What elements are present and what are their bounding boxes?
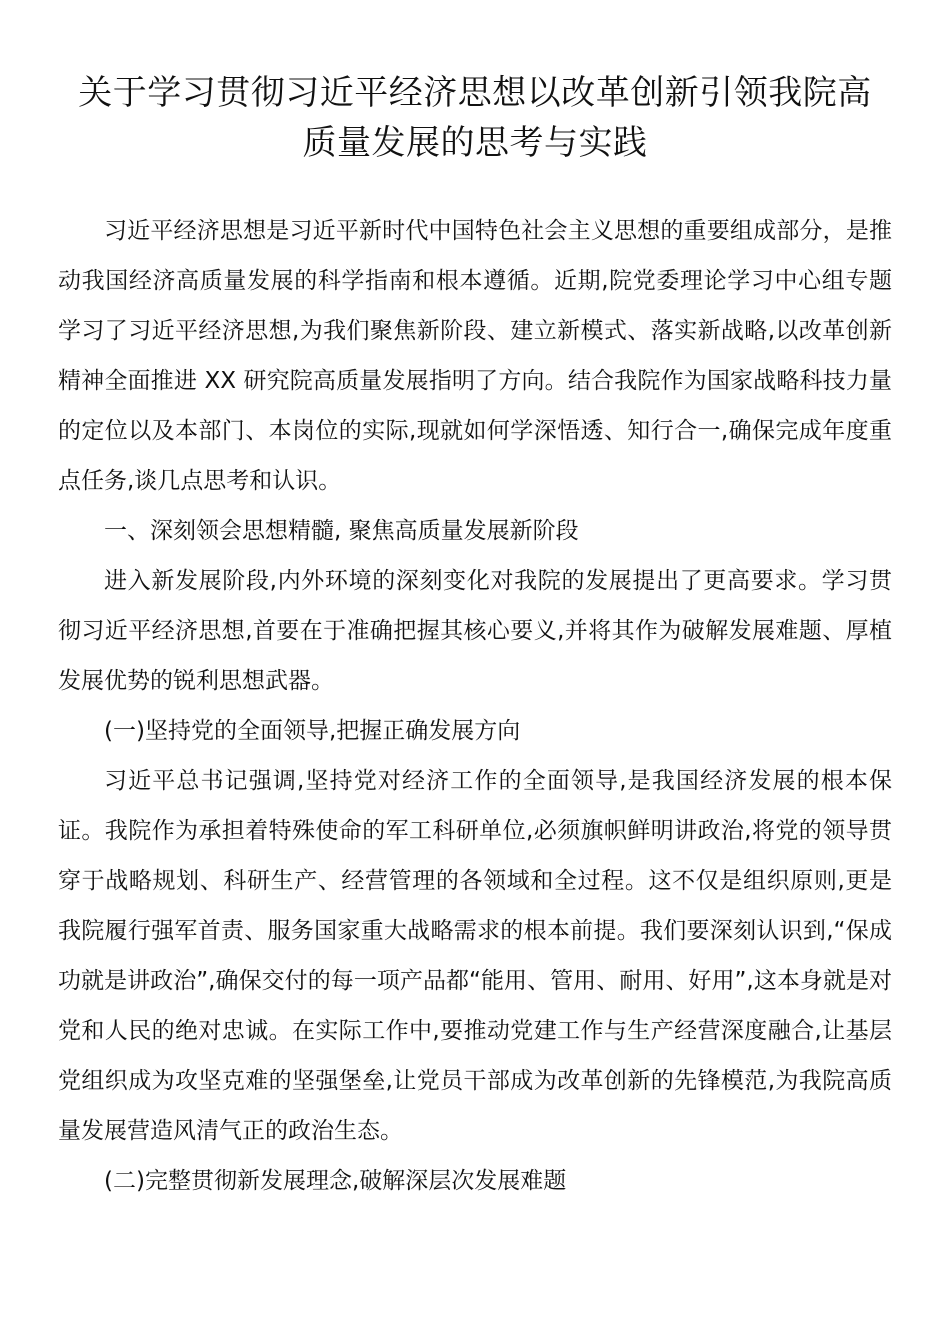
intro-paragraph: 习近平经济思想是习近平新时代中国特色社会主义思想的重要组成部分，是推动我国经济高质量发展的科学指南和根本遵循。近期,院党委理论学习中心组专题学习了习近平经济思想,为我们聚焦新阶段、建立新模式、落实新战略,以改革创新精神全面推进 XX 研究院高质量发展指明了方向。结合我院作为国家战略科技力量的定位以及本部门、本岗位的实际,现就如何学深悟透、知行合一,确保完成年度重点任务,谈几点思考和认识。 [58, 218, 892, 494]
subsection-heading-2: (二)完整贯彻新发展理念,破解深层次发展难题 [104, 1168, 567, 1194]
document-title [58, 68, 892, 168]
title-line-2: 质量发展的思考与实践 [302, 123, 648, 163]
subsection-1-paragraph: 习近平总书记强调,坚持党对经济工作的全面领导,是我国经济发展的根本保证。我院作为承担着特殊使命的军工科研单位,必须旗帜鲜明讲政治,将党的领导贯穿于战略规划、科研生产、经营管理的各领域和全过程。这不仅是组织原则,更是我院履行强军首责、服务国家重大战略需求的根本前提。我们要深刻认识到,“保成功就是讲政治”,确保交付的每一项产品都“能用、管用、耐用、好用”,这本身就是对党和人民的绝对忠诚。在实际工作中,要推动党建工作与生产经营深度融合,让基层党组织成为攻坚克难的坚强堡垒,让党员干部成为改革创新的先锋模范,为我院高质量发展营造风清气正的政治生态。 [58, 768, 892, 1144]
section-1-paragraph: 进入新发展阶段,内外环境的深刻变化对我院的发展提出了更高要求。学习贯彻习近平经济思想,首要在于准确把握其核心要义,并将其作为破解发展难题、厚植发展优势的锐利思想武器。 [58, 568, 892, 694]
subsection-heading-1: (一)坚持党的全面领导,把握正确发展方向 [104, 718, 521, 744]
document-body [58, 206, 892, 1206]
section-heading-1: 一、深刻领会思想精髓, 聚焦高质量发展新阶段 [104, 518, 579, 544]
title-line-1: 关于学习贯彻习近平经济思想以改革创新引领我院高 [78, 73, 872, 113]
